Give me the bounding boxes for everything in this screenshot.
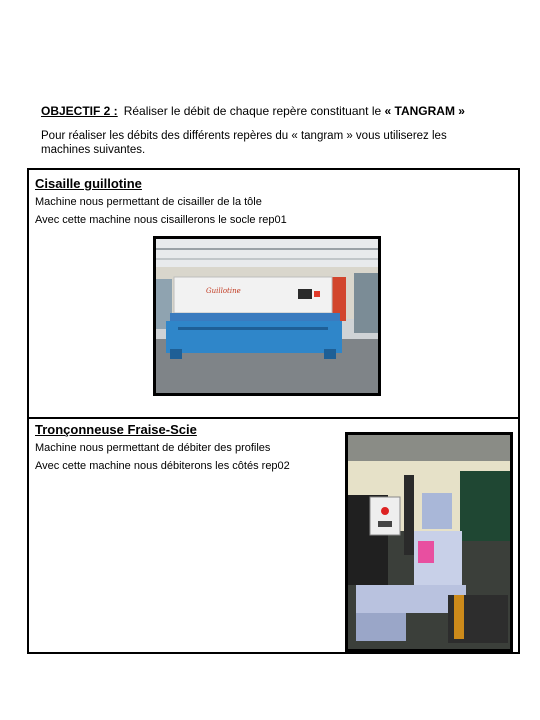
objective-emphasis: « TANGRAM » bbox=[384, 104, 465, 118]
machines-frame bbox=[27, 168, 520, 654]
section-saw-line-1: Machine nous permettant de débiter des profiles bbox=[35, 442, 271, 454]
objective-label: OBJECTIF 2 : bbox=[41, 104, 118, 118]
objective-text: Réaliser le débit de chaque repère constituant le bbox=[123, 104, 382, 118]
section-title-guillotine: Cisaille guillotine bbox=[35, 176, 142, 191]
section-guillotine-line-1: Machine nous permettant de cisailler de la tôle bbox=[35, 196, 262, 208]
objective-heading bbox=[41, 104, 465, 118]
saw-photo bbox=[345, 432, 513, 652]
guillotine-photo bbox=[153, 236, 381, 396]
section-guillotine-line-2: Avec cette machine nous cisaillerons le socle rep01 bbox=[35, 214, 287, 226]
section-divider bbox=[29, 417, 518, 419]
section-saw-line-2: Avec cette machine nous débiterons les côtés rep02 bbox=[35, 460, 290, 472]
intro-paragraph: Pour réaliser les débits des différents repères du « tangram » vous utiliserez les machines suivantes. bbox=[41, 130, 447, 156]
section-title-saw: Tronçonneuse Fraise-Scie bbox=[35, 422, 197, 437]
guillotine-brand-text: Guillotine bbox=[206, 287, 241, 295]
